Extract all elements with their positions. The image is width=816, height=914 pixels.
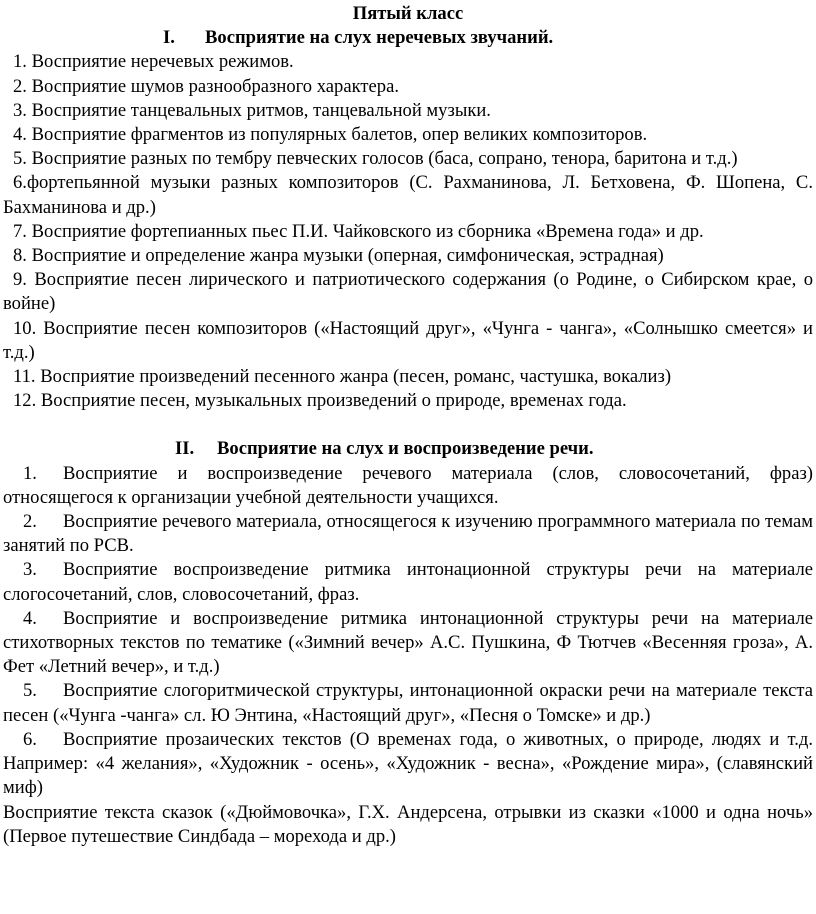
list-item bbox=[3, 728, 813, 801]
list-item bbox=[3, 679, 813, 727]
list-item-text: Восприятие и воспроизведение речевого материала (слов, словосочетаний, фраз) относящегося к организации учебной деятельности учащихся. bbox=[3, 462, 813, 508]
list-item: 4. Восприятие фрагментов из популярных балетов, опер великих композиторов. bbox=[13, 124, 648, 146]
section-1-roman: I. bbox=[163, 27, 175, 49]
list-item: 5. Восприятие разных по тембру певческих голосов (баса, сопрано, тенора, баритона и т.д.) bbox=[13, 148, 738, 170]
list-item-text: Восприятие прозаических текстов (О временах года, о животных, о природе, людях и т.д. Например: «4 желания», «Художник - осень», «Художник - весна», «Рождение мира», (славянский миф) bbox=[3, 728, 813, 799]
list-item bbox=[3, 558, 813, 606]
list-item: 9. Восприятие песен лирического и патриотического содержания (о Родине, о Сибирском крае, о войне) bbox=[3, 269, 813, 315]
list-item: 12. Восприятие песен, музыкальных произведений о природе, временах года. bbox=[13, 390, 627, 412]
list-item-text: Восприятие речевого материала, относящегося к изучению программного материала по темам занятий по РСВ. bbox=[3, 511, 813, 557]
closing-paragraph: Восприятие текста сказок («Дюймовочка», Г.Х. Андерсена, отрывки из сказки «1000 и одна ночь» (Первое путешествие Синдбада – морехода и др.) bbox=[3, 801, 813, 847]
list-item bbox=[3, 462, 813, 510]
list-item-text: Восприятие и воспроизведение ритмика интонационной структуры речи на материале стихотворных текстов по тематике («Зимний вечер» А.С. Пушкина, Ф Тютчев «Весенняя гроза», А. Фет «Летний вечер», и т.д.) bbox=[3, 607, 813, 678]
section-2-list bbox=[3, 462, 813, 801]
list-item: 2. Восприятие шумов разнообразного характера. bbox=[13, 75, 399, 97]
list-item: 11. Восприятие произведений песенного жанра (песен, романс, частушка, вокализ) bbox=[13, 366, 672, 388]
list-item bbox=[3, 607, 813, 680]
list-item: 10. Восприятие песен композиторов («Настоящий друг», «Чунга - чанга», «Солнышко смеется» и т.д.) bbox=[3, 317, 813, 363]
list-item-number: 5. bbox=[23, 680, 37, 702]
list-item bbox=[3, 510, 813, 558]
list-item: 3. Восприятие танцевальных ритмов, танцевальной музыки. bbox=[13, 99, 491, 121]
page-title: Пятый класс bbox=[352, 3, 464, 24]
list-item: 7. Восприятие фортепианных пьес П.И. Чайковского из сборника «Времена года» и др. bbox=[13, 220, 704, 242]
list-item-number: 4. bbox=[23, 607, 37, 629]
section-1-heading bbox=[3, 26, 813, 50]
list-item: 1. Восприятие неречевых режимов. bbox=[13, 51, 294, 73]
section-2-heading-text: Восприятие на слух и воспроизведение речи. bbox=[217, 438, 594, 460]
section-1-heading-text: Восприятие на слух неречевых звучаний. bbox=[205, 27, 554, 49]
list-item-text: Восприятие воспроизведение ритмика интонационной структуры речи на материале слогосочетаний, слов, словосочетаний, фраз. bbox=[3, 559, 813, 605]
list-item-number: 3. bbox=[23, 559, 37, 581]
list-item-number: 6. bbox=[23, 728, 37, 750]
list-item: 8. Восприятие и определение жанра музыки (оперная, симфоническая, эстрадная) bbox=[13, 245, 664, 267]
section-1-list bbox=[3, 50, 813, 413]
list-item: 6.фортепьянной музыки разных композиторов (С. Рахманинова, Л. Бетховена, Ф. Шопена, С. Бахманинова и др.) bbox=[3, 172, 813, 218]
list-item-text: Восприятие слогоритмической структуры, интонационной окраски речи на материале текста песен («Чунга -чанга» сл. Ю Энтина, «Настоящий друг», «Песня о Томске» и др.) bbox=[3, 680, 813, 726]
list-item-number: 2. bbox=[23, 511, 37, 533]
list-item-number: 1. bbox=[23, 462, 37, 484]
section-2-roman: II. bbox=[175, 438, 195, 460]
section-2-heading bbox=[3, 437, 813, 461]
